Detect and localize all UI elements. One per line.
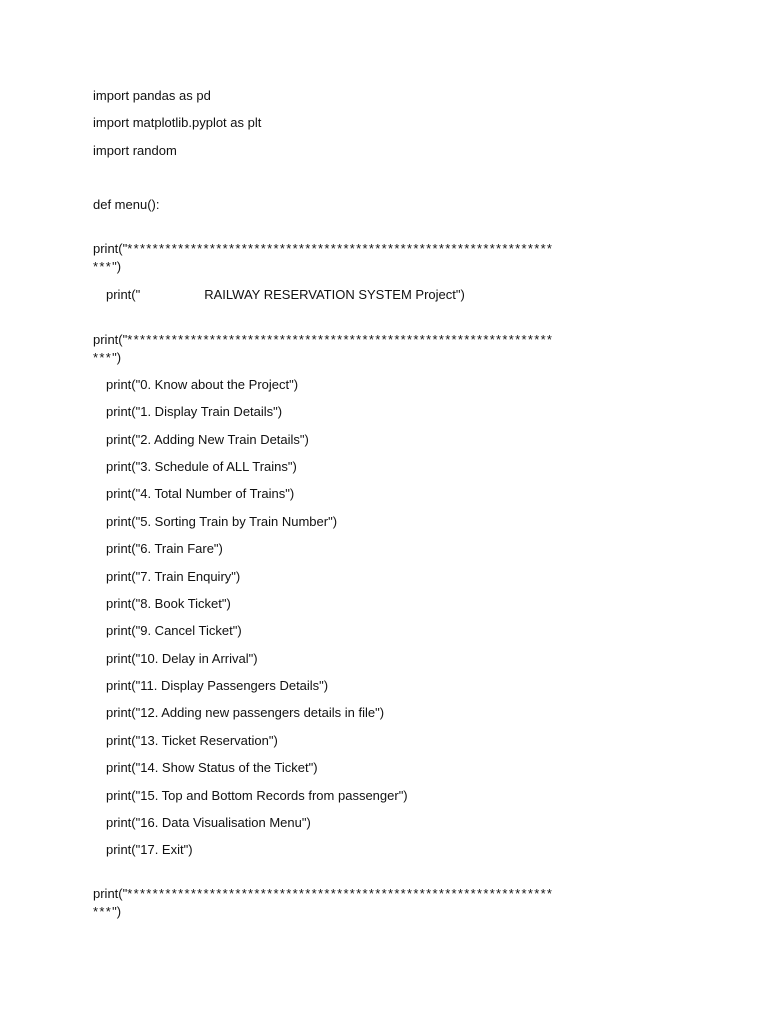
menu-item-line: print("3. Schedule of ALL Trains"): [106, 459, 297, 474]
menu-item-line: print("0. Know about the Project"): [106, 377, 299, 392]
import-pandas-line: import pandas as pd: [93, 88, 211, 103]
menu-item-line: print("11. Display Passengers Details"): [106, 678, 329, 693]
menu-item-line: print("9. Cancel Ticket"): [106, 623, 242, 638]
separator-print-3: [93, 885, 683, 921]
separator-stars: *******************************************************************: [127, 241, 554, 256]
separator-open: print(": [93, 886, 128, 901]
menu-item-line: print("15. Top and Bottom Records from passenger"): [106, 788, 408, 803]
separator-print-2: [93, 331, 683, 367]
menu-item-line: print("14. Show Status of the Ticket"): [106, 760, 318, 775]
title-print-line: [106, 287, 465, 303]
separator-stars-tail: ***: [93, 259, 113, 274]
separator-close: "): [112, 904, 122, 919]
menu-item-line: print("10. Delay in Arrival"): [106, 651, 258, 666]
menu-item-line: print("5. Sorting Train by Train Number"): [106, 514, 338, 529]
menu-item-line: print("7. Train Enquiry"): [106, 569, 241, 584]
separator-stars: *******************************************************************: [127, 332, 554, 347]
import-random-line: import random: [93, 143, 177, 158]
separator-open: print(": [93, 241, 128, 256]
title-text: RAILWAY RESERVATION SYSTEM Project"): [204, 287, 465, 302]
menu-item-line: print("4. Total Number of Trains"): [106, 486, 295, 501]
menu-item-line: print("16. Data Visualisation Menu"): [106, 815, 311, 830]
separator-stars-tail: ***: [93, 350, 113, 365]
menu-item-line: print("13. Ticket Reservation"): [106, 733, 278, 748]
menu-item-line: print("6. Train Fare"): [106, 541, 223, 556]
separator-close: "): [112, 259, 122, 274]
separator-open: print(": [93, 332, 128, 347]
separator-print-1: [93, 240, 683, 276]
separator-close: "): [112, 350, 122, 365]
def-menu-line: def menu():: [93, 197, 160, 212]
menu-item-line: print("17. Exit"): [106, 842, 193, 857]
title-print-prefix: print(": [106, 287, 141, 302]
separator-stars: *******************************************************************: [127, 886, 554, 901]
separator-stars-tail: ***: [93, 904, 113, 919]
menu-item-line: print("2. Adding New Train Details"): [106, 432, 309, 447]
menu-item-line: print("8. Book Ticket"): [106, 596, 231, 611]
menu-item-line: print("1. Display Train Details"): [106, 404, 283, 419]
menu-item-line: print("12. Adding new passengers details in file"): [106, 705, 385, 720]
import-matplotlib-line: import matplotlib.pyplot as plt: [93, 115, 262, 130]
